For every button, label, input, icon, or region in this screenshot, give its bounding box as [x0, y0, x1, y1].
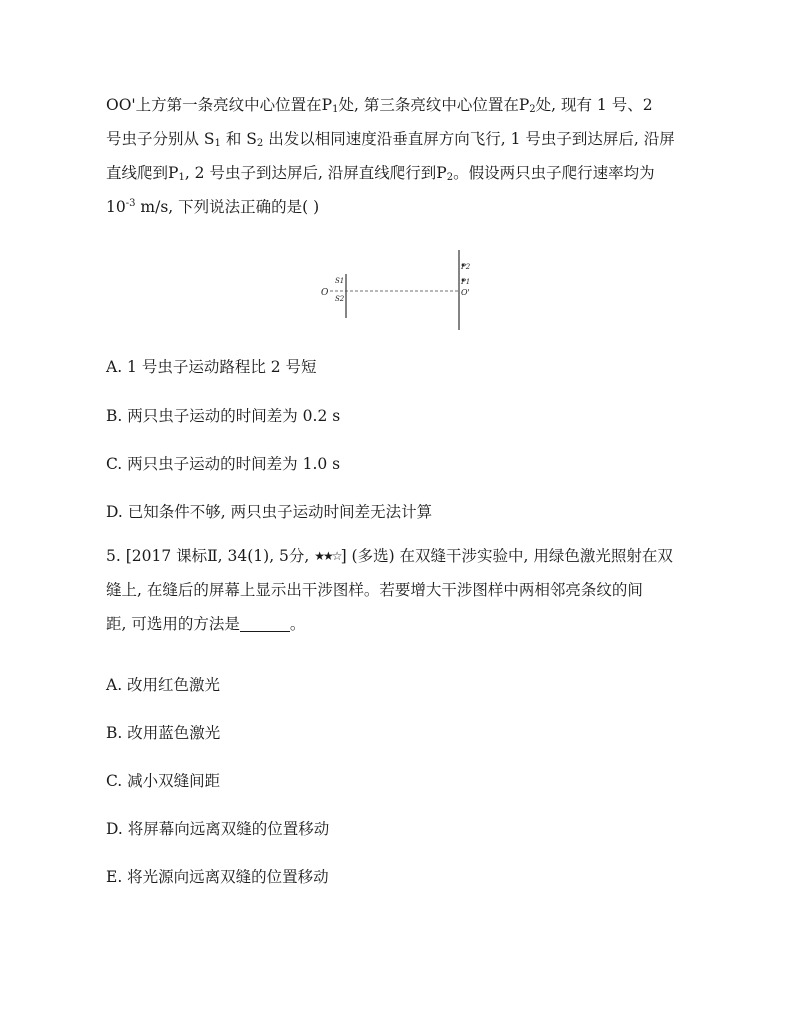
- label-p2: P2: [461, 263, 471, 271]
- q4-text-line-2: 号虫子分别从 $S_1$ 和 $S_2$ 出发以相同速度沿垂直屏方向飞行, 1 号虫子到达屏后, 沿屏: [106, 130, 675, 149]
- q4-text-line-3: 直线爬到$P_1$, 2 号虫子到达屏后, 沿屏直线爬行到$P_2$。假设两只虫子爬行速率均为: [106, 164, 655, 183]
- label-s2: S2: [335, 295, 345, 303]
- label-o: O: [321, 288, 329, 298]
- q4-option-d: D. 已知条件不够, 两只虫子运动时间差无法计算: [106, 503, 433, 521]
- q4-text-line-1: OO'上方第一条亮纹中心位置在$P_1$处, 第三条亮纹中心位置在$P_2$处, 现有 1 号、2: [106, 96, 653, 115]
- answer-blank: [240, 617, 290, 632]
- label-o-prime: O': [461, 288, 470, 297]
- q5-option-c: C. 减小双缝间距: [106, 772, 221, 790]
- q4-option-a: A. 1 号虫子运动路程比 2 号短: [106, 358, 317, 376]
- q5-option-a: A. 改用红色激光: [106, 676, 221, 694]
- q4-option-c: C. 两只虫子运动的时间差为 1.0 s: [106, 455, 341, 473]
- q5-option-b: B. 改用蓝色激光: [106, 724, 221, 742]
- q4-option-b: B. 两只虫子运动的时间差为 0.2 s: [106, 407, 341, 425]
- difficulty-stars-icon: ★★☆: [314, 549, 341, 563]
- label-p1: P1: [461, 278, 471, 286]
- q4-text-line-4: $10^{-3}$ m/s, 下列说法正确的是( ): [106, 198, 320, 216]
- q5-option-d: D. 将屏幕向远离双缝的位置移动: [106, 820, 330, 838]
- q5-option-e: E. 将光源向远离双缝的位置移动: [106, 868, 329, 886]
- q5-text-line-3: 距, 可选用的方法是 。: [106, 615, 306, 633]
- double-slit-diagram: [318, 248, 478, 332]
- label-s1: S1: [335, 277, 345, 285]
- q5-text-line-2: 缝上, 在缝后的屏幕上显示出干涉图样。若要增大干涉图样中两相邻亮条纹的间: [106, 581, 643, 599]
- q5-text-line-1: 5. [2017 课标Ⅱ, 34(1), 5分, ★★☆] (多选) 在双缝干涉实验中, 用绿色激光照射在双: [106, 547, 673, 565]
